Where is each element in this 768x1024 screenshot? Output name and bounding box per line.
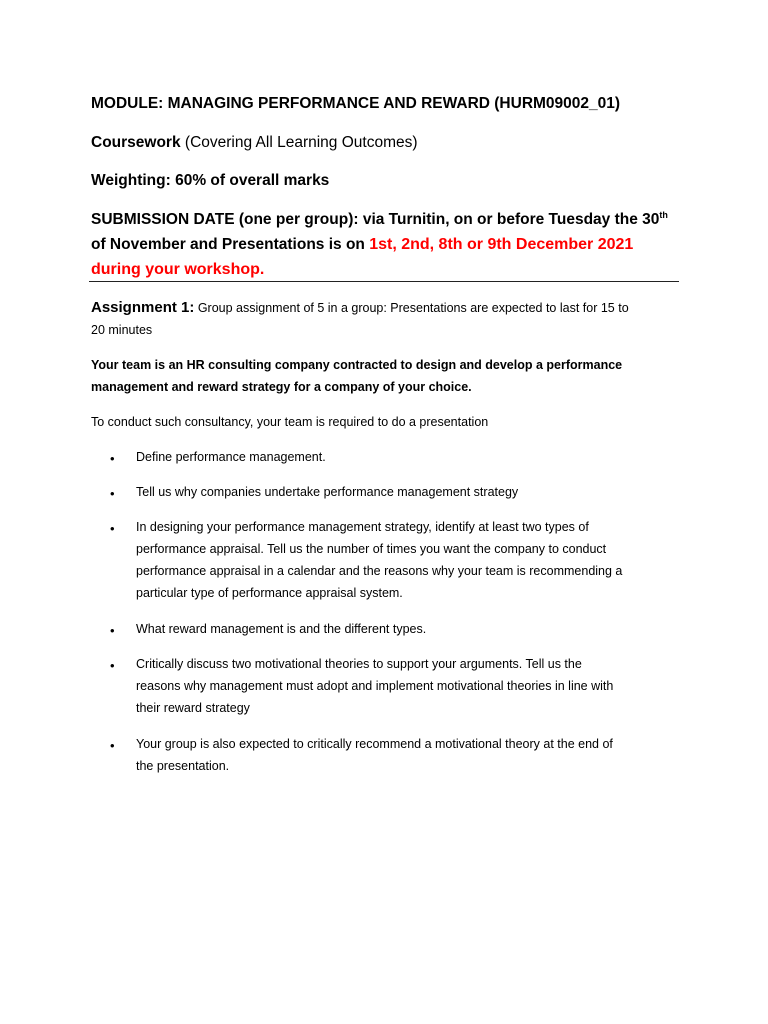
- brief-line-1: Your team is an HR consulting company contracted to design and develop a performance: [91, 358, 623, 372]
- task-intro: To conduct such consultancy, your team is required to do a presentation: [91, 415, 489, 429]
- presentation-dates: 1st, 2nd, 8th or 9th December 2021: [369, 236, 634, 253]
- coursework-note: (Covering All Learning Outcomes): [184, 134, 418, 151]
- bullet-item-line: particular type of performance appraisal system.: [136, 586, 403, 600]
- bullet-icon: •: [110, 486, 115, 501]
- bullet-item-line: their reward strategy: [136, 701, 250, 715]
- bullet-item-line: Define performance management.: [136, 450, 326, 464]
- bullet-item-line: performance appraisal. Tell us the number of times you want the company to conduct: [136, 542, 607, 556]
- assignment-intro-line-2: 20 minutes: [91, 323, 153, 337]
- bullet-icon: •: [110, 738, 115, 753]
- bullet-icon: •: [110, 521, 115, 536]
- bullet-item-line: Tell us why companies undertake performance management strategy: [136, 485, 519, 499]
- assignment-intro-line-1: [91, 299, 629, 317]
- horizontal-divider: [89, 281, 679, 282]
- assignment-title: Assignment 1:: [91, 299, 195, 316]
- brief-line-2: management and reward strategy for a company of your choice.: [91, 380, 472, 394]
- bullet-item-line: Your group is also expected to critically recommend a motivational theory at the end of: [136, 737, 613, 751]
- coursework-label: Coursework: [91, 134, 181, 151]
- coursework-heading: [91, 134, 418, 152]
- bullet-icon: •: [110, 623, 115, 638]
- bullet-icon: •: [110, 451, 115, 466]
- bullet-item-line: performance appraisal in a calendar and the reasons why your team is recommending a: [136, 564, 623, 578]
- weighting: Weighting: 60% of overall marks: [91, 172, 330, 189]
- bullet-item-line: Critically discuss two motivational theories to support your arguments. Tell us the: [136, 657, 582, 671]
- bullet-icon: •: [110, 658, 115, 673]
- presentation-workshop-note: during your workshop.: [91, 261, 265, 278]
- submission-text-1: SUBMISSION DATE (one per group): via Turnitin, on or before Tuesday the 30: [91, 211, 660, 228]
- bullet-item-line: In designing your performance management strategy, identify at least two types of: [136, 520, 589, 534]
- bullet-item-line: reasons why management must adopt and implement motivational theories in line with: [136, 679, 614, 693]
- submission-text-2: of November and Presentations is on: [91, 236, 370, 253]
- assignment-intro-text: Group assignment of 5 in a group: Presentations are expected to last for 15 to: [194, 301, 629, 315]
- module-title: MODULE: MANAGING PERFORMANCE AND REWARD (HURM09002_01): [91, 95, 621, 112]
- submission-superscript: th: [659, 209, 668, 220]
- submission-line-1: [91, 211, 668, 229]
- bullet-item-line: the presentation.: [136, 759, 230, 773]
- submission-line-2: [91, 236, 633, 254]
- bullet-item-line: What reward management is and the different types.: [136, 622, 427, 636]
